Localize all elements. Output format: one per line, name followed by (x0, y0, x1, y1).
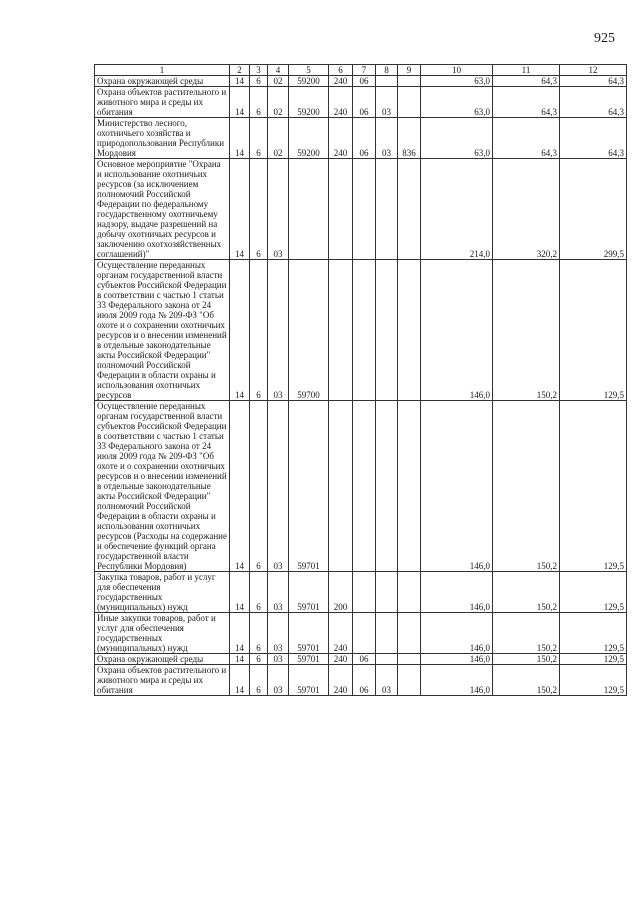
row-name: Охрана окружающей среды (95, 76, 230, 87)
cell-col3: 6 (250, 572, 268, 613)
cell-col2: 14 (230, 572, 250, 613)
cell-col3: 6 (250, 76, 268, 87)
cell-col5: 59701 (289, 665, 329, 696)
cell-col7: 06 (353, 118, 376, 159)
table-row (95, 572, 627, 613)
cell-col12: 129,5 (560, 401, 627, 572)
cell-col10: 146,0 (421, 654, 493, 665)
cell-col8: 03 (376, 118, 398, 159)
cell-col11: 150,2 (493, 572, 560, 613)
cell-col2: 14 (230, 654, 250, 665)
cell-col9 (398, 572, 421, 613)
row-name: Министерство лесного, охотничьего хозяйства и природопользования Республики Мордовия (95, 118, 230, 159)
cell-col7: 06 (353, 654, 376, 665)
budget-table (94, 64, 627, 696)
cell-col4: 03 (268, 159, 289, 260)
cell-col12: 64,3 (560, 118, 627, 159)
row-name: Иные закупки товаров, работ и услуг для обеспечения государственных (муниципальных) нужд (95, 613, 230, 654)
column-header: 4 (268, 65, 289, 76)
cell-col3: 6 (250, 87, 268, 118)
cell-col4: 03 (268, 260, 289, 401)
cell-col9: 836 (398, 118, 421, 159)
cell-col10: 146,0 (421, 665, 493, 696)
cell-col7: 06 (353, 87, 376, 118)
cell-col6: 240 (329, 87, 353, 118)
cell-col6: 240 (329, 654, 353, 665)
cell-col6: 240 (329, 665, 353, 696)
cell-col3: 6 (250, 654, 268, 665)
row-name: Охрана объектов растительного и животного мира и среды их обитания (95, 665, 230, 696)
cell-col11: 320,2 (493, 159, 560, 260)
cell-col10: 146,0 (421, 260, 493, 401)
cell-col5: 59200 (289, 87, 329, 118)
table-row (95, 665, 627, 696)
cell-col4: 03 (268, 613, 289, 654)
cell-col6 (329, 159, 353, 260)
cell-col11: 150,2 (493, 260, 560, 401)
table-row (95, 87, 627, 118)
column-header: 2 (230, 65, 250, 76)
cell-col9 (398, 613, 421, 654)
cell-col6: 200 (329, 572, 353, 613)
column-header: 5 (289, 65, 329, 76)
column-header: 11 (493, 65, 560, 76)
cell-col10: 146,0 (421, 401, 493, 572)
cell-col7 (353, 401, 376, 572)
cell-col7: 06 (353, 665, 376, 696)
row-name: Основное мероприятие "Охрана и использование охотничьих ресурсов (за исключением полномочий Российской Федерации по федеральному государственному охотничьему надзору, выдаче разрешений на добычу охотничьих ресурсов и заключению охотхозяйственных соглашений)" (95, 159, 230, 260)
cell-col6 (329, 401, 353, 572)
row-name: Осуществление переданных органам государственной власти субъектов Российской Федерации в соответствии с частью 1 статьи 33 Федерального закона от 24 июля 2009 года № 209-ФЗ "Об охоте и о сохранении охотничьих ресурсов и о внесении изменений в отдельные законодательные акты Российской Федерации" полномочий Российской Федерации в области охраны и использования охотничьих ресурсов (Расходы на содержание и обеспечение функций органа государственной власти Республики Мордовия) (95, 401, 230, 572)
cell-col2: 14 (230, 401, 250, 572)
cell-col4: 02 (268, 118, 289, 159)
table-row (95, 76, 627, 87)
cell-col11: 150,2 (493, 613, 560, 654)
cell-col7: 06 (353, 76, 376, 87)
cell-col5: 59200 (289, 76, 329, 87)
row-name: Охрана окружающей среды (95, 654, 230, 665)
cell-col8 (376, 654, 398, 665)
cell-col11: 64,3 (493, 118, 560, 159)
row-name: Закупка товаров, работ и услуг для обеспечения государственных (муниципальных) нужд (95, 572, 230, 613)
cell-col3: 6 (250, 260, 268, 401)
cell-col4: 03 (268, 572, 289, 613)
cell-col3: 6 (250, 665, 268, 696)
cell-col8 (376, 401, 398, 572)
page-number: 925 (594, 31, 615, 46)
cell-col5 (289, 159, 329, 260)
column-header: 10 (421, 65, 493, 76)
cell-col2: 14 (230, 76, 250, 87)
column-header: 6 (329, 65, 353, 76)
cell-col10: 63,0 (421, 87, 493, 118)
cell-col5: 59701 (289, 401, 329, 572)
cell-col9 (398, 260, 421, 401)
cell-col7 (353, 260, 376, 401)
column-header: 8 (376, 65, 398, 76)
column-header: 7 (353, 65, 376, 76)
column-header: 3 (250, 65, 268, 76)
cell-col6: 240 (329, 613, 353, 654)
table-row (95, 613, 627, 654)
cell-col11: 64,3 (493, 87, 560, 118)
cell-col12: 64,3 (560, 76, 627, 87)
cell-col8 (376, 159, 398, 260)
cell-col10: 214,0 (421, 159, 493, 260)
cell-col4: 03 (268, 401, 289, 572)
table-row (95, 260, 627, 401)
cell-col9 (398, 401, 421, 572)
cell-col5: 59700 (289, 260, 329, 401)
header-row (95, 65, 627, 76)
cell-col8 (376, 613, 398, 654)
cell-col12: 299,5 (560, 159, 627, 260)
cell-col9 (398, 76, 421, 87)
cell-col5: 59200 (289, 118, 329, 159)
cell-col5: 59701 (289, 572, 329, 613)
cell-col2: 14 (230, 665, 250, 696)
cell-col3: 6 (250, 159, 268, 260)
cell-col2: 14 (230, 118, 250, 159)
cell-col12: 129,5 (560, 665, 627, 696)
cell-col12: 129,5 (560, 572, 627, 613)
cell-col8: 03 (376, 87, 398, 118)
cell-col5: 59701 (289, 613, 329, 654)
row-name: Осуществление переданных органам государственной власти субъектов Российской Федерации в соответствии с частью 1 статьи 33 Федерального закона от 24 июля 2009 года № 209-ФЗ "Об охоте и о сохранении охотничьих ресурсов и о внесении изменений в отдельные законодательные акты Российской Федерации" полномочий Российской Федерации в области охраны и использования охотничьих ресурсов (95, 260, 230, 401)
cell-col2: 14 (230, 159, 250, 260)
cell-col11: 150,2 (493, 401, 560, 572)
cell-col11: 150,2 (493, 654, 560, 665)
cell-col7 (353, 613, 376, 654)
cell-col10: 146,0 (421, 613, 493, 654)
column-header: 9 (398, 65, 421, 76)
cell-col4: 03 (268, 654, 289, 665)
cell-col9 (398, 665, 421, 696)
cell-col4: 03 (268, 665, 289, 696)
table-row (95, 118, 627, 159)
cell-col3: 6 (250, 613, 268, 654)
cell-col4: 02 (268, 76, 289, 87)
cell-col6: 240 (329, 118, 353, 159)
cell-col7 (353, 572, 376, 613)
table-row (95, 401, 627, 572)
cell-col5: 59701 (289, 654, 329, 665)
cell-col2: 14 (230, 613, 250, 654)
cell-col9 (398, 159, 421, 260)
cell-col2: 14 (230, 260, 250, 401)
cell-col9 (398, 87, 421, 118)
cell-col12: 64,3 (560, 87, 627, 118)
cell-col9 (398, 654, 421, 665)
table-row (95, 159, 627, 260)
cell-col11: 150,2 (493, 665, 560, 696)
row-name: Охрана объектов растительного и животного мира и среды их обитания (95, 87, 230, 118)
cell-col10: 63,0 (421, 118, 493, 159)
cell-col8: 03 (376, 665, 398, 696)
cell-col11: 64,3 (493, 76, 560, 87)
cell-col4: 02 (268, 87, 289, 118)
cell-col8 (376, 76, 398, 87)
cell-col7 (353, 159, 376, 260)
cell-col12: 129,5 (560, 654, 627, 665)
cell-col10: 63,0 (421, 76, 493, 87)
column-header: 12 (560, 65, 627, 76)
cell-col2: 14 (230, 87, 250, 118)
cell-col12: 129,5 (560, 613, 627, 654)
cell-col6: 240 (329, 76, 353, 87)
cell-col12: 129,5 (560, 260, 627, 401)
cell-col8 (376, 260, 398, 401)
cell-col3: 6 (250, 118, 268, 159)
cell-col6 (329, 260, 353, 401)
table-row (95, 654, 627, 665)
cell-col3: 6 (250, 401, 268, 572)
column-header: 1 (95, 65, 230, 76)
cell-col8 (376, 572, 398, 613)
cell-col10: 146,0 (421, 572, 493, 613)
